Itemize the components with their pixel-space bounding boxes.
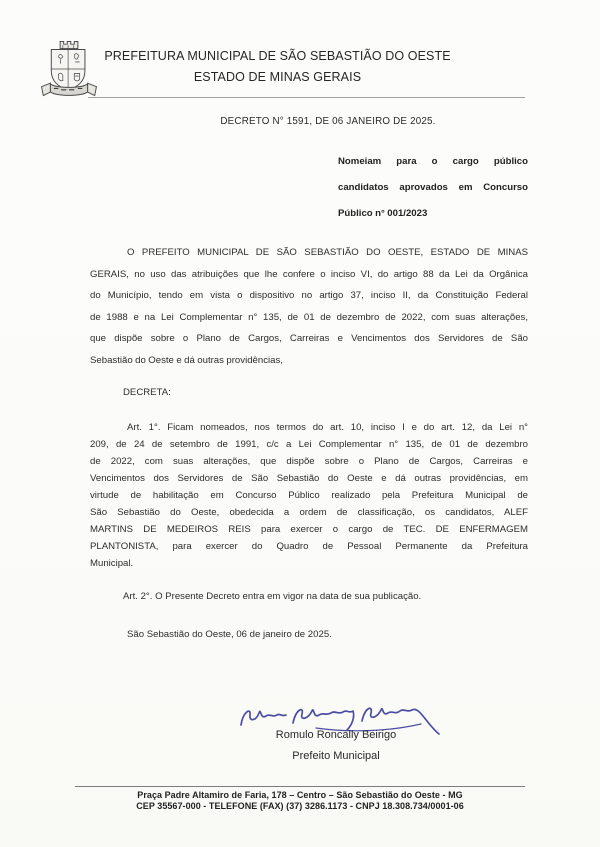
summary-line: Público n° 001/2023: [338, 208, 428, 219]
preamble-paragraph: [90, 242, 528, 372]
decree-summary: [338, 149, 528, 227]
article1-paragraph: [90, 419, 528, 572]
preamble-line: Sebastião do Oeste e dá outras providências,: [90, 354, 283, 366]
summary-line: Nomeiam para o cargo público: [338, 156, 528, 167]
decreta-label: DECRETA:: [123, 387, 171, 398]
preamble-line: GERAIS, no uso das atribuições que lhe confere o inciso VI, do artigo 88 da Lei da Orgânica: [90, 268, 528, 280]
header-org-state: ESTADO DE MINAS GERAIS: [193, 70, 362, 84]
signatory-title: Prefeito Municipal: [292, 750, 380, 762]
article2-text: Art. 2°. O Presente Decreto entra em vigor na data de sua publicação.: [123, 591, 422, 602]
article1-line: São Sebastião do Oeste, obedecida a ordem de classificação, os candidatos, ALEF: [90, 507, 528, 518]
preamble-line: que dispõe sobre o Plano de Cargos, Carreiras e Vencimentos dos Servidores de São: [90, 333, 528, 345]
footer-contact: CEP 35567-000 - TELEFONE (FAX) (37) 3286.1173 - CNPJ 18.308.734/0001-06: [136, 801, 464, 811]
footer-rule: [75, 786, 525, 787]
footer-address: Praça Padre Altamiro de Faria, 178 – Centro – São Sebastião do Oeste - MG: [137, 790, 463, 800]
article1-line: PLANTONISTA, para exercer do Quadro de Pessoal Permanente da Prefeitura: [90, 541, 528, 552]
article1-line: de 2022, com suas alterações, que dispõe sobre o Plano de Cargos, Carreiras e: [90, 456, 528, 467]
summary-line: candidatos aprovados em Concurso: [338, 182, 528, 193]
header-rule: [88, 97, 525, 98]
article1-line: MARTINS DE MEDEIROS REIS para exercer o cargo de TEC. DE ENFERMAGEM: [90, 524, 528, 535]
dateline: São Sebastião do Oeste, 06 de janeiro de 2025.: [127, 629, 332, 640]
header-org: [90, 46, 465, 88]
preamble-line: de 1988 e na Lei Complementar n° 135, de 01 de dezembro de 2022, com suas alterações,: [90, 311, 528, 323]
preamble-line: O PREFEITO MUNICIPAL DE SÃO SEBASTIÃO DO OESTE, ESTADO DE MINAS: [127, 247, 528, 258]
decree-title: DECRETO N° 1591, DE 06 JANEIRO DE 2025.: [220, 116, 436, 127]
article1-line: Art. 1°. Ficam nomeados, nos termos do art. 10, inciso I e do art. 12, da Lei n°: [127, 422, 528, 433]
header-org-name: PREFEITURA MUNICIPAL DE SÃO SEBASTIÃO DO OESTE: [104, 49, 451, 63]
signatory-name: Romulo Roncally Beirigo: [275, 729, 397, 741]
preamble-line: do Município, tendo em vista o dispositivo no artigo 37, inciso II, da Constituição Federal: [90, 290, 528, 302]
article1-line: Vencimentos dos Servidores de São Sebastião do Oeste e dá outras providências, em: [90, 473, 528, 484]
article1-line: Municipal.: [90, 558, 134, 569]
article1-line: 209, de 24 de setembro de 1991, c/c a Lei Complementar n° 135, de 01 de dezembro: [90, 439, 528, 450]
article1-line: virtude de habilitação em Concurso Público realizado pela Prefeitura Municipal de: [90, 490, 528, 501]
